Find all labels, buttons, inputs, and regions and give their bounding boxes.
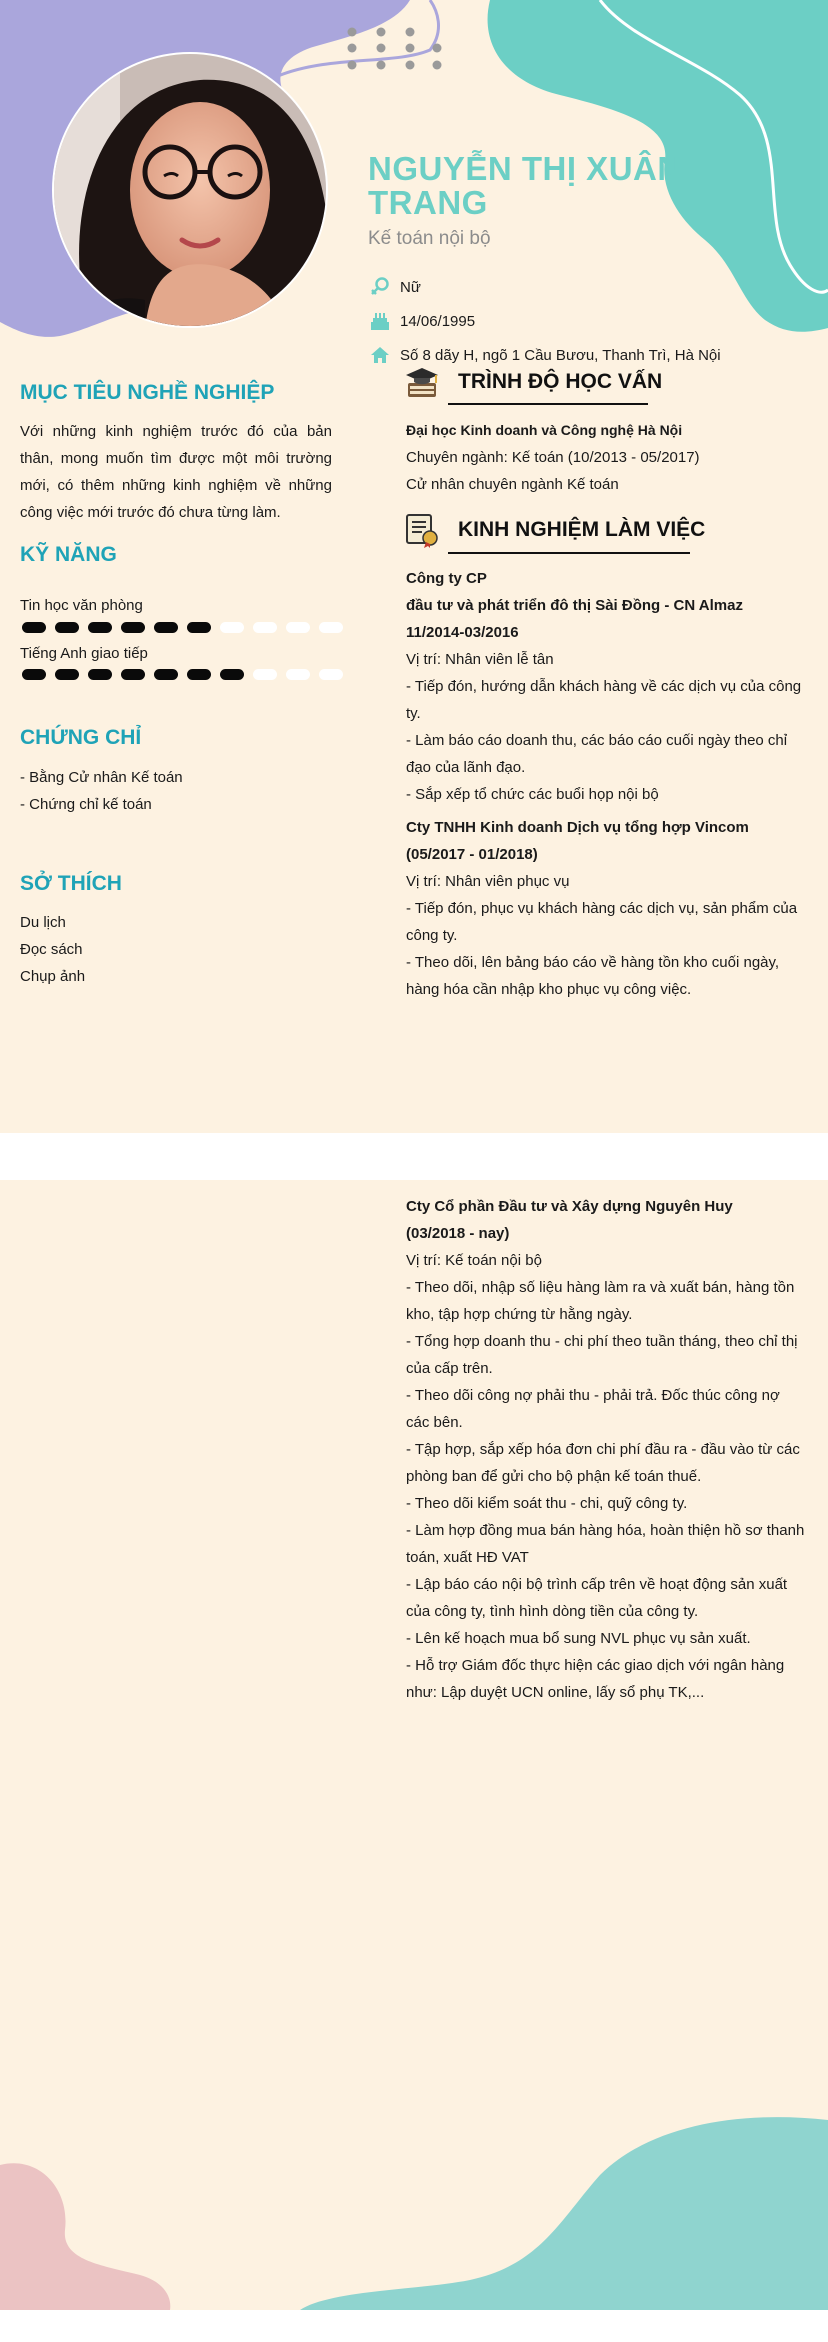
job-2-period: (05/2017 - 01/2018) xyxy=(406,846,538,863)
hobby-item: Chụp ảnh xyxy=(20,968,86,985)
skill-label-office: Tin học văn phòng xyxy=(20,597,143,614)
skill-dot-empty xyxy=(319,669,343,680)
job-1-company-line-2: đầu tư và phát triển đô thị Sài Đồng - CN Almaz xyxy=(406,597,743,614)
skill-dot-empty xyxy=(220,622,244,633)
job-1-company-line-1: Công ty CP xyxy=(406,570,487,587)
skill-dot-filled xyxy=(88,669,112,680)
certificates-title: CHỨNG CHỈ xyxy=(20,726,142,749)
job-3-detail: - Làm hợp đồng mua bán hàng hóa, hoàn thiện hồ sơ thanh toán, xuất HĐ VAT xyxy=(406,1522,805,1566)
hobby-item: Du lịch xyxy=(20,914,66,931)
skill-dot-filled xyxy=(55,622,79,633)
skill-dot-filled xyxy=(154,622,178,633)
job-2-detail: - Theo dõi, lên bảng báo cáo về hàng tồn kho cuối ngày, hàng hóa cần nhập kho phục vụ công việc. xyxy=(406,954,780,998)
job-3-detail: - Lên kế hoạch mua bổ sung NVL phục vụ sản xuất. xyxy=(406,1630,751,1647)
address-value: Số 8 dãy H, ngõ 1 Cầu Bươu, Thanh Trì, Hà Nội xyxy=(400,346,721,364)
job-3-detail: - Lập báo cáo nội bộ trình cấp trên về hoạt động sản xuất của công ty, tình hình dòng tiền của công ty. xyxy=(406,1576,788,1620)
hobby-item: Đọc sách xyxy=(20,941,83,958)
home-icon xyxy=(368,343,392,367)
job-1-period: 11/2014-03/2016 xyxy=(406,624,519,641)
graduation-cap-icon xyxy=(404,365,440,399)
job-3-detail: - Theo dõi kiểm soát thu - chi, quỹ công ty. xyxy=(406,1495,688,1512)
skill-rating-english xyxy=(22,669,343,680)
cv-page-2 xyxy=(0,1180,828,2310)
skill-dot-filled xyxy=(55,669,79,680)
birthday-value: 14/06/1995 xyxy=(400,312,476,330)
job-2-detail: Vị trí: Nhân viên phục vụ xyxy=(406,873,570,890)
name-line-2: TRANG xyxy=(368,184,488,221)
job-3-detail: - Theo dõi, nhập số liệu hàng làm ra và xuất bán, hàng tồn kho, tập hợp chứng từ hằng ngày. xyxy=(406,1279,795,1323)
skill-dot-empty xyxy=(253,622,277,633)
job-2-detail: - Tiếp đón, phục vụ khách hàng các dịch vụ, sản phẩm của công ty. xyxy=(406,900,798,944)
gender-value: Nữ xyxy=(400,278,421,296)
certificate-item: - Bằng Cử nhân Kế toán xyxy=(20,769,183,786)
education-school: Đại học Kinh doanh và Công nghệ Hà Nội xyxy=(406,422,683,438)
avatar xyxy=(50,50,330,330)
skill-label-english: Tiếng Anh giao tiếp xyxy=(20,645,148,662)
skill-dot-filled xyxy=(22,669,46,680)
experience-underline xyxy=(448,552,690,554)
skill-dot-empty xyxy=(253,669,277,680)
certificate-item: - Chứng chỉ kế toán xyxy=(20,796,152,813)
job-title: Kế toán nội bộ xyxy=(368,228,491,249)
education-underline xyxy=(448,403,648,405)
skill-dot-filled xyxy=(187,669,211,680)
skill-rating-office xyxy=(22,622,343,633)
job-1-detail: Vị trí: Nhân viên lễ tân xyxy=(406,651,554,668)
certificates-list xyxy=(20,764,332,818)
job-2 xyxy=(406,814,806,1003)
name-line-1: NGUYỄN THỊ XUÂN xyxy=(368,150,682,187)
gender-row xyxy=(368,273,421,301)
skill-dot-empty xyxy=(286,622,310,633)
hobbies-title: SỞ THÍCH xyxy=(20,872,122,895)
job-3-company: Cty Cổ phần Đầu tư và Xây dựng Nguyên Huy xyxy=(406,1198,733,1215)
job-3-period: (03/2018 - nay) xyxy=(406,1225,510,1242)
full-name xyxy=(368,152,698,220)
briefcase-certificate-icon xyxy=(404,512,440,548)
skill-dot-empty xyxy=(319,622,343,633)
skill-dot-filled xyxy=(121,622,145,633)
job-3-detail: Vị trí: Kế toán nội bộ xyxy=(406,1252,542,1269)
hobbies-list xyxy=(20,909,332,990)
venus-icon xyxy=(368,275,392,299)
skill-dot-filled xyxy=(220,669,244,680)
skills-title: KỸ NĂNG xyxy=(20,543,117,566)
job-1-detail: - Sắp xếp tổ chức các buổi họp nội bộ xyxy=(406,786,659,803)
job-2-company: Cty TNHH Kinh doanh Dịch vụ tổng hợp Vincom xyxy=(406,819,749,836)
birthday-row xyxy=(368,307,475,335)
job-3-detail: - Tập hợp, sắp xếp hóa đơn chi phí đầu ra - đầu vào từ các phòng ban để gửi cho bộ phận kế toán thuế. xyxy=(406,1441,800,1485)
skill-dot-empty xyxy=(286,669,310,680)
education-major: Chuyên ngành: Kế toán (10/2013 - 05/2017) xyxy=(406,449,700,466)
education-title: TRÌNH ĐỘ HỌC VẤN xyxy=(458,370,663,393)
education-degree: Cử nhân chuyên ngành Kế toán xyxy=(406,476,619,493)
job-3 xyxy=(406,1193,806,1706)
job-1-detail: - Làm báo cáo doanh thu, các báo cáo cuối ngày theo chỉ đạo của lãnh đạo. xyxy=(406,732,788,776)
job-3-detail: - Tổng hợp doanh thu - chi phí theo tuần tháng, theo chỉ thị của cấp trên. xyxy=(406,1333,798,1377)
objective-title: MỤC TIÊU NGHỀ NGHIỆP xyxy=(20,381,275,404)
skill-dot-filled xyxy=(187,622,211,633)
job-3-detail: - Hỗ trợ Giám đốc thực hiện các giao dịch với ngân hàng như: Lập duyệt UCN online, lấy sổ phụ TK,... xyxy=(406,1657,785,1701)
job-3-detail: - Theo dõi công nợ phải thu - phải trả. Đốc thúc công nợ các bên. xyxy=(406,1387,780,1431)
birthday-cake-icon xyxy=(368,309,392,333)
job-1-detail: - Tiếp đón, hướng dẫn khách hàng về các dịch vụ của công ty. xyxy=(406,678,802,722)
cv-page-1 xyxy=(0,0,828,1133)
objective-text: Với những kinh nghiệm trước đó của bản thân, mong muốn tìm được một môi trường mới, có thêm những kinh nghiệm về những công việc mới trước đó chưa từng làm. xyxy=(20,423,332,521)
experience-title: KINH NGHIỆM LÀM VIỆC xyxy=(458,518,706,541)
skill-dot-filled xyxy=(22,622,46,633)
job-1 xyxy=(406,565,806,808)
skill-dot-filled xyxy=(88,622,112,633)
skill-dot-filled xyxy=(154,669,178,680)
skill-dot-filled xyxy=(121,669,145,680)
education-body xyxy=(406,417,806,498)
